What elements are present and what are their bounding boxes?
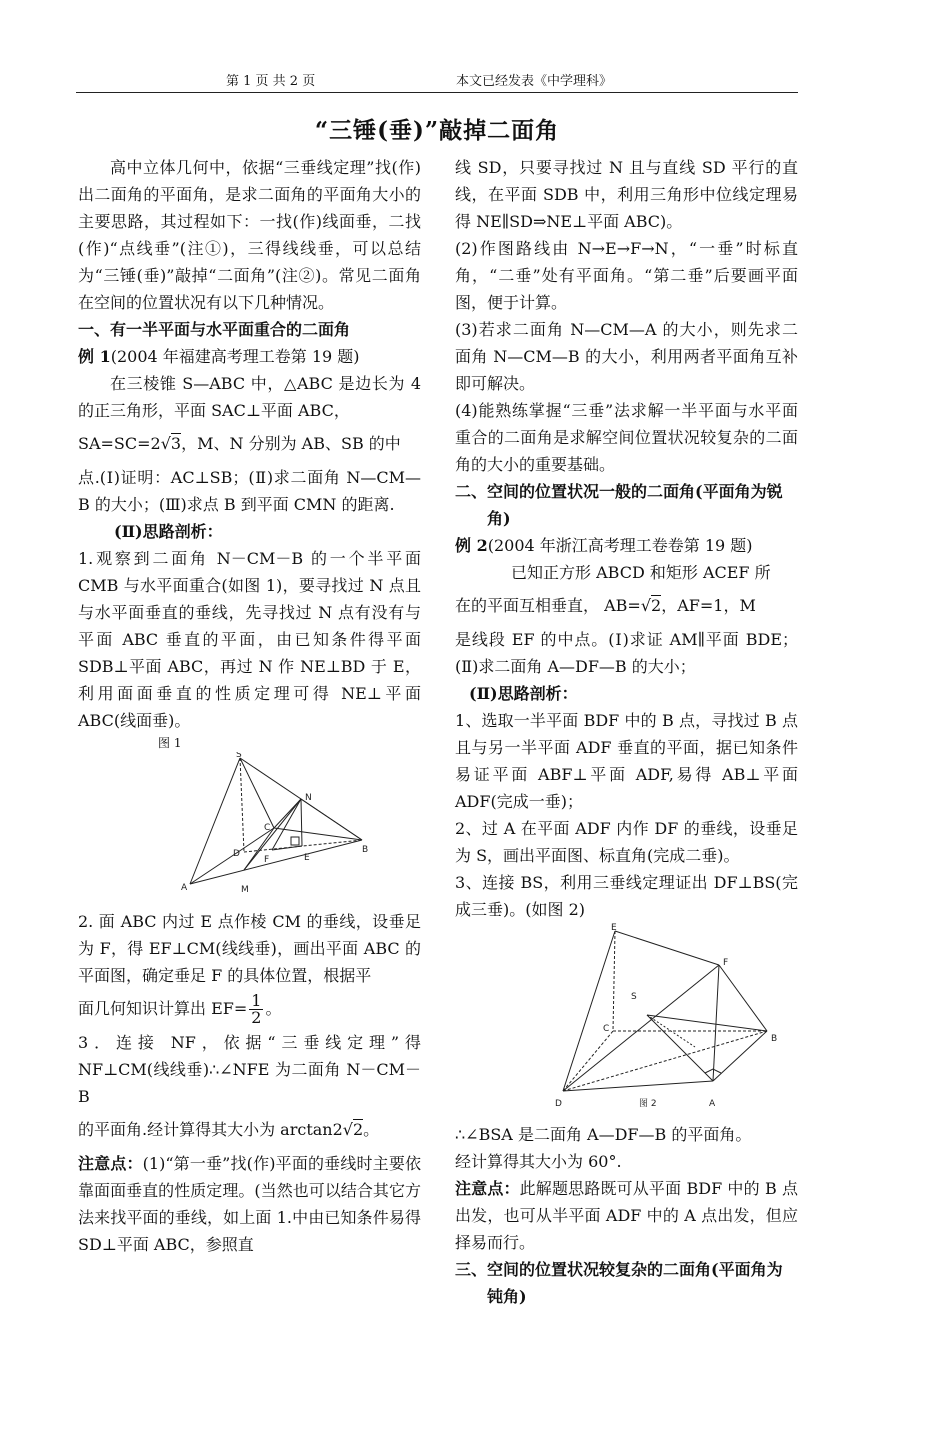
step-2-text: 2. 面 ABC 内过 E 点作棱 CM 的垂线，设垂足为 F，得 EF⊥CM(线线垂)，画出平面 ABC 的平面图，确定垂足 F 的具体位置，根据平 <box>78 912 421 985</box>
publication-note: 本文已经发表《中学理科》 <box>456 74 613 89</box>
edge-FE <box>272 846 302 850</box>
note-item-2: (2)作图路线由 N→E→F→N，“一垂”时标直角，“二垂”处有平面角。“第二垂”后要画平面图，便于计算。 <box>455 239 798 312</box>
label-S: S <box>631 992 637 1002</box>
ex2-b-post: ，AF=1，M <box>661 596 756 615</box>
note-2-text: 此解题思路既可从平面 BDF 中的 B 点出发，也可从半平面 ADF 中的 A 点出发，但应择易而行。 <box>455 1179 798 1252</box>
example-1-text-b <box>78 424 421 464</box>
figure-1-diagram <box>78 752 421 900</box>
edge-NE <box>301 799 302 846</box>
ex1-b-radicand: 3 <box>170 434 182 453</box>
figure-1-caption: 图 1 <box>158 736 182 750</box>
edge-EC <box>613 931 615 1031</box>
note-item-3: (3)若求二面角 N—CM—A 的大小，则先求二面角 N—CM—B 的大小，利用两者平面角互补即可解决。 <box>455 320 798 393</box>
note-1-continued: 线 SD，只要寻找过 N 且与直线 SD 平行的直线，在平面 SDB 中，利用三角形中位线定理易得 NE∥SD⇒NE⊥平面 ABC)。 <box>455 158 798 231</box>
edge-FA <box>713 965 719 1081</box>
example-2-label: 例 2 <box>455 536 488 555</box>
label-F: F <box>723 958 729 968</box>
example-1-text-a: 在三棱锥 S—ABC 中，△ABC 是边长为 4 的正三角形，平面 SAC⊥平面 ABC， <box>78 374 421 420</box>
step-2-result <box>78 989 421 1029</box>
label-S: S <box>236 752 242 760</box>
ex1-b-post: ，M、N 分别为 AB、SB 的中 <box>181 434 401 453</box>
intro-paragraph: 高中立体几何中，依据“三垂线定理”找(作)出二面角的平面角，是求二面角的平面角大小的主要思路，其过程如下：一找(作)线面垂，二找(作)“点线垂”(注①)，三得线线垂，可以总结为“三锤(垂)”敲掉“二面角”(注②)。常见二面角在空间的位置状况有以下几种情况。 <box>78 158 421 312</box>
ex1-b-pre: SA=SC=2 <box>78 434 161 453</box>
example-1-source: (2004 年福建高考理工卷第 19 题) <box>110 347 360 366</box>
conclusion-1: ∴∠BSA 是二面角 A—DF—B 的平面角。 <box>455 1125 752 1144</box>
figure-2-caption: 图 2 <box>639 1099 657 1109</box>
analysis-step-3: 3、连接 BS，利用三垂线定理证出 DF⊥BS(完成三垂)。(如图 2) <box>455 873 798 919</box>
label-F: F <box>264 855 270 865</box>
example-2-header <box>455 532 798 559</box>
edge-FB <box>719 965 767 1031</box>
edge-NF <box>272 799 301 850</box>
label-E: E <box>304 853 310 863</box>
step-2-result-pre: 面几何知识计算出 EF= <box>78 999 248 1018</box>
sqrt-symbol: √ <box>342 1120 353 1139</box>
fraction-denominator: 2 <box>251 1008 262 1027</box>
note-1 <box>78 1150 421 1258</box>
sqrt-symbol: √ <box>160 434 171 453</box>
analysis-heading-2: (Ⅱ)思路剖析： <box>469 684 578 703</box>
note-2-label: 注意点： <box>455 1179 520 1198</box>
example-2-text-c: 是线段 EF 的中点。(Ⅰ)求证 AM∥平面 BDE；(Ⅱ)求二面角 A—DF—B 的大小； <box>455 630 798 676</box>
analysis-heading-1: (Ⅱ)思路剖析： <box>114 522 223 541</box>
edge-DA <box>563 1081 713 1091</box>
page-title: “三锤(垂)”敲掉二面角 <box>314 117 560 144</box>
label-N: N <box>305 793 312 803</box>
right-angle-mark <box>291 837 299 845</box>
edge-FD <box>563 965 719 1091</box>
label-C: C <box>603 1024 610 1034</box>
example-2-text-b <box>455 586 798 626</box>
step-3-result <box>78 1110 421 1150</box>
left-column <box>78 154 421 1258</box>
sqrt-symbol: √ <box>640 596 652 615</box>
step-2-result-post: 。 <box>265 999 282 1018</box>
label-B: B <box>362 845 369 855</box>
analysis-step-2: 2、过 A 在平面 ADF 内作 DF 的垂线，设垂足为 S，画出平面图、标直角(完成二垂)。 <box>455 819 798 865</box>
ex2-b-radicand: 2 <box>651 596 662 615</box>
label-E: E <box>611 923 617 933</box>
edge-DC <box>563 1031 613 1091</box>
note-2 <box>455 1175 798 1256</box>
edge-CB <box>274 828 362 840</box>
example-1-header <box>78 343 421 370</box>
edge-NM <box>244 799 301 870</box>
label-D: D <box>555 1099 562 1109</box>
label-M: M <box>241 885 249 895</box>
conclusion-2: 经计算得其大小为 60°. <box>455 1152 622 1171</box>
step-3-radicand: 2 <box>352 1120 364 1139</box>
step-3-result-pre: 的平面角.经计算得其大小为 arctan2 <box>78 1120 343 1139</box>
edge-SC <box>240 758 274 828</box>
step-1-text: 1.观察到二面角 N－CM－B 的一个半平面 CMB 与水平面重合(如图 1)，要寻找过 N 点且与水平面垂直的垂线，先寻找过 N 点有没有与平面 ABC 垂直的平面，由已知条件得平面 SDB⊥平面 ABC，再过 N 作 NE⊥BD 于 E，利用面面垂直的性质定理可得 NE⊥平面 ABC(线面垂)。 <box>78 549 421 730</box>
section-heading-3: 三、空间的位置状况较复杂的二面角(平面角为钝角) <box>455 1260 783 1306</box>
note-1-label: 注意点： <box>78 1154 143 1173</box>
edge-SA <box>647 1015 713 1081</box>
analysis-step-1: 1、选取一半平面 BDF 中的 B 点，寻找过 B 点且与另一半平面 ADF 垂直的平面，据已知条件易证平面 ABF⊥平面 ADF,易得 AB⊥平面 ADF(完成一垂)； <box>455 711 798 811</box>
example-1-label: 例 1 <box>78 347 111 366</box>
section-heading-2: 二、空间的位置状况一般的二面角(平面角为锐角) <box>455 482 783 528</box>
edge-SB <box>647 1015 767 1031</box>
edge-AB <box>713 1031 767 1081</box>
page-info: 第 1 页 共 2 页 <box>226 74 316 89</box>
header-rule <box>76 92 798 93</box>
edge-ED <box>563 931 615 1091</box>
example-2-source: (2004 年浙江高考理工卷卷第 19 题) <box>487 536 753 555</box>
example-2-text-a: 已知正方形 ABCD 和矩形 ACEF 所 <box>511 563 771 582</box>
section-heading-1: 一、有一半平面与水平面重合的二面角 <box>78 320 351 339</box>
label-D: D <box>233 849 240 859</box>
label-B: B <box>771 1034 778 1044</box>
example-1-text-c: 点.(Ⅰ)证明：AC⊥SB；(Ⅱ)求二面角 N—CM—B 的大小；(Ⅲ)求点 B 到平面 CMN 的距离. <box>78 468 421 514</box>
step-3-result-post: 。 <box>363 1120 380 1139</box>
fraction-numerator: 1 <box>251 991 262 1010</box>
note-item-4: (4)能熟练掌握“三垂”法求解一半平面与水平面重合的二面角是求解空间位置状况较复杂的二面角的大小的重要基础。 <box>455 401 798 474</box>
step-3-text: 3．连接 NF，依据“三垂线定理”得 NF⊥CM(线线垂)∴∠NFE 为二面角 N－CM－B <box>78 1033 421 1106</box>
label-C: C <box>264 823 271 833</box>
figure-2-diagram <box>455 923 798 1113</box>
edge-SD <box>240 758 244 852</box>
edge-SA <box>190 758 240 884</box>
label-A: A <box>709 1099 716 1109</box>
label-A: A <box>181 883 188 893</box>
edge-DB <box>563 1031 767 1091</box>
note-1-text: (1)“第一垂”找(作)平面的垂线时主要依靠面面垂直的性质定理。(当然也可以结合其它方法来找平面的垂线，如上面 1.中由已知条件易得 SD⊥平面 ABC，参照直 <box>78 1154 421 1254</box>
edge-AC <box>190 828 274 884</box>
edge-NB <box>301 799 362 840</box>
fraction-one-half <box>249 993 263 1026</box>
edge-AB <box>190 840 362 884</box>
right-column <box>455 154 798 1310</box>
edge-EF <box>615 931 719 965</box>
ex2-b-pre: 在的平面互相垂直， AB= <box>455 596 641 615</box>
page-header <box>76 70 798 92</box>
